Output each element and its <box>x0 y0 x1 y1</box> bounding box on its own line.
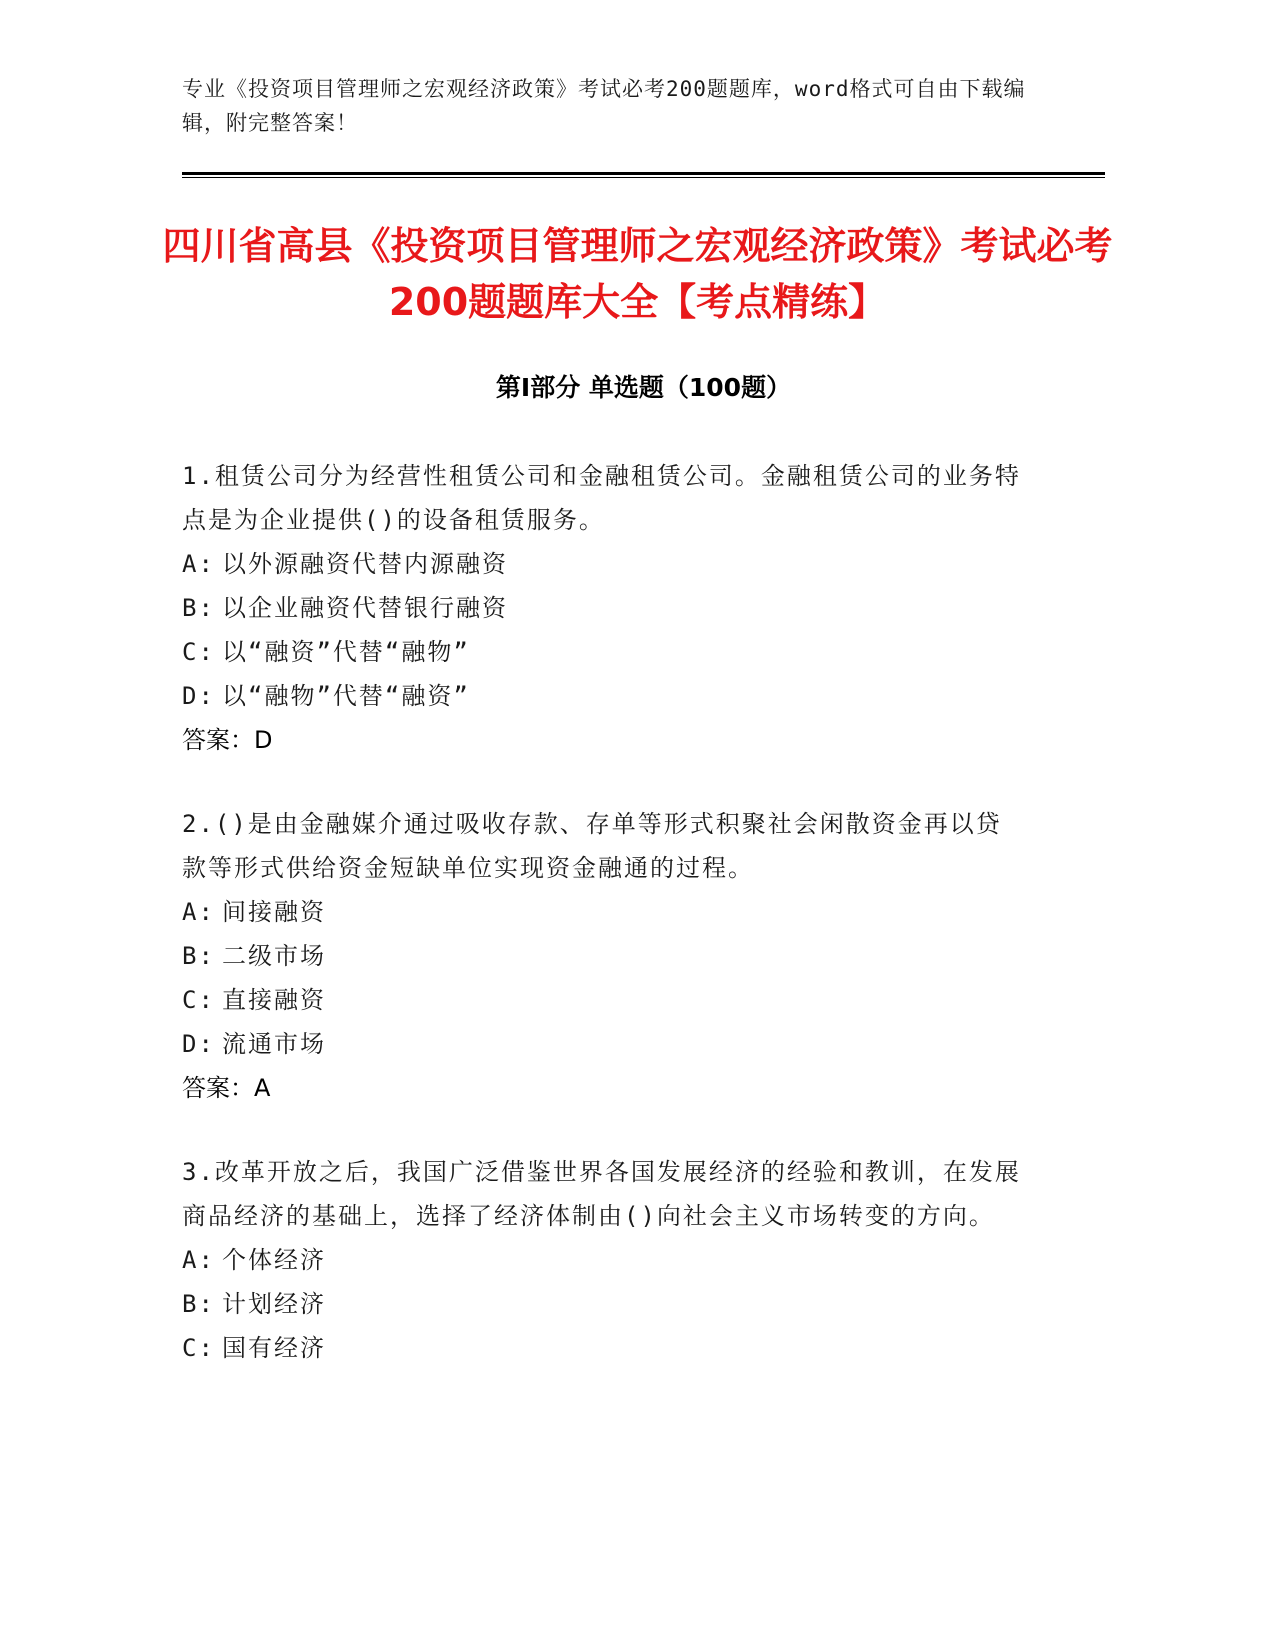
header-note: 专业《投资项目管理师之宏观经济政策》考试必考200题题库，word格式可自由下载编辑，附完整答案！ <box>182 77 1026 135</box>
option-d <box>182 1022 1022 1066</box>
option-c <box>182 630 1022 674</box>
option-a <box>182 890 1022 934</box>
option-letter: D: <box>182 1030 215 1058</box>
option-a <box>182 542 1022 586</box>
answer: 答案：A <box>182 1074 271 1102</box>
option-letter: B: <box>182 1290 215 1318</box>
option-b <box>182 1282 1022 1326</box>
option-letter: C: <box>182 1334 215 1362</box>
option-text: 间接融资 <box>222 898 326 926</box>
option-letter: B: <box>182 594 215 622</box>
option-letter: C: <box>182 986 215 1014</box>
option-text: 个体经济 <box>222 1246 326 1274</box>
question-stem: 1.租赁公司分为经营性租赁公司和金融租赁公司。金融租赁公司的业务特点是为企业提供()的设备租赁服务。 <box>182 462 1021 534</box>
option-text: 以“融物”代替“融资” <box>222 682 470 710</box>
option-b <box>182 586 1022 630</box>
option-text: 流通市场 <box>222 1030 326 1058</box>
option-text: 计划经济 <box>222 1290 326 1318</box>
option-c <box>182 978 1022 1022</box>
option-a <box>182 1238 1022 1282</box>
option-letter: D: <box>182 682 215 710</box>
option-d <box>182 674 1022 718</box>
question-2 <box>182 802 1022 1110</box>
option-letter: A: <box>182 550 215 578</box>
option-letter: B: <box>182 942 215 970</box>
option-text: 以外源融资代替内源融资 <box>222 550 508 578</box>
option-b <box>182 934 1022 978</box>
option-text: 二级市场 <box>222 942 326 970</box>
header-rule-thick <box>182 172 1105 175</box>
document-title: 四川省高县《投资项目管理师之宏观经济政策》考试必考200题题库大全【考点精练】 <box>162 224 1113 324</box>
option-c <box>182 1326 1022 1370</box>
section-title: 第I部分 单选题（100题） <box>495 373 792 402</box>
option-letter: A: <box>182 1246 215 1274</box>
question-1 <box>182 454 1022 762</box>
answer: 答案：D <box>182 726 273 754</box>
option-letter: C: <box>182 638 215 666</box>
question-stem: 3.改革开放之后，我国广泛借鉴世界各国发展经济的经验和教训，在发展商品经济的基础上，选择了经济体制由()向社会主义市场转变的方向。 <box>182 1158 1021 1230</box>
header-rule-thin <box>182 177 1105 178</box>
option-text: 以企业融资代替银行融资 <box>222 594 508 622</box>
question-stem: 2.()是由金融媒介通过吸收存款、存单等形式积聚社会闲散资金再以贷款等形式供给资金短缺单位实现资金融通的过程。 <box>182 810 1002 882</box>
question-3 <box>182 1150 1022 1370</box>
option-text: 国有经济 <box>222 1334 326 1362</box>
option-text: 以“融资”代替“融物” <box>222 638 470 666</box>
option-text: 直接融资 <box>222 986 326 1014</box>
option-letter: A: <box>182 898 215 926</box>
